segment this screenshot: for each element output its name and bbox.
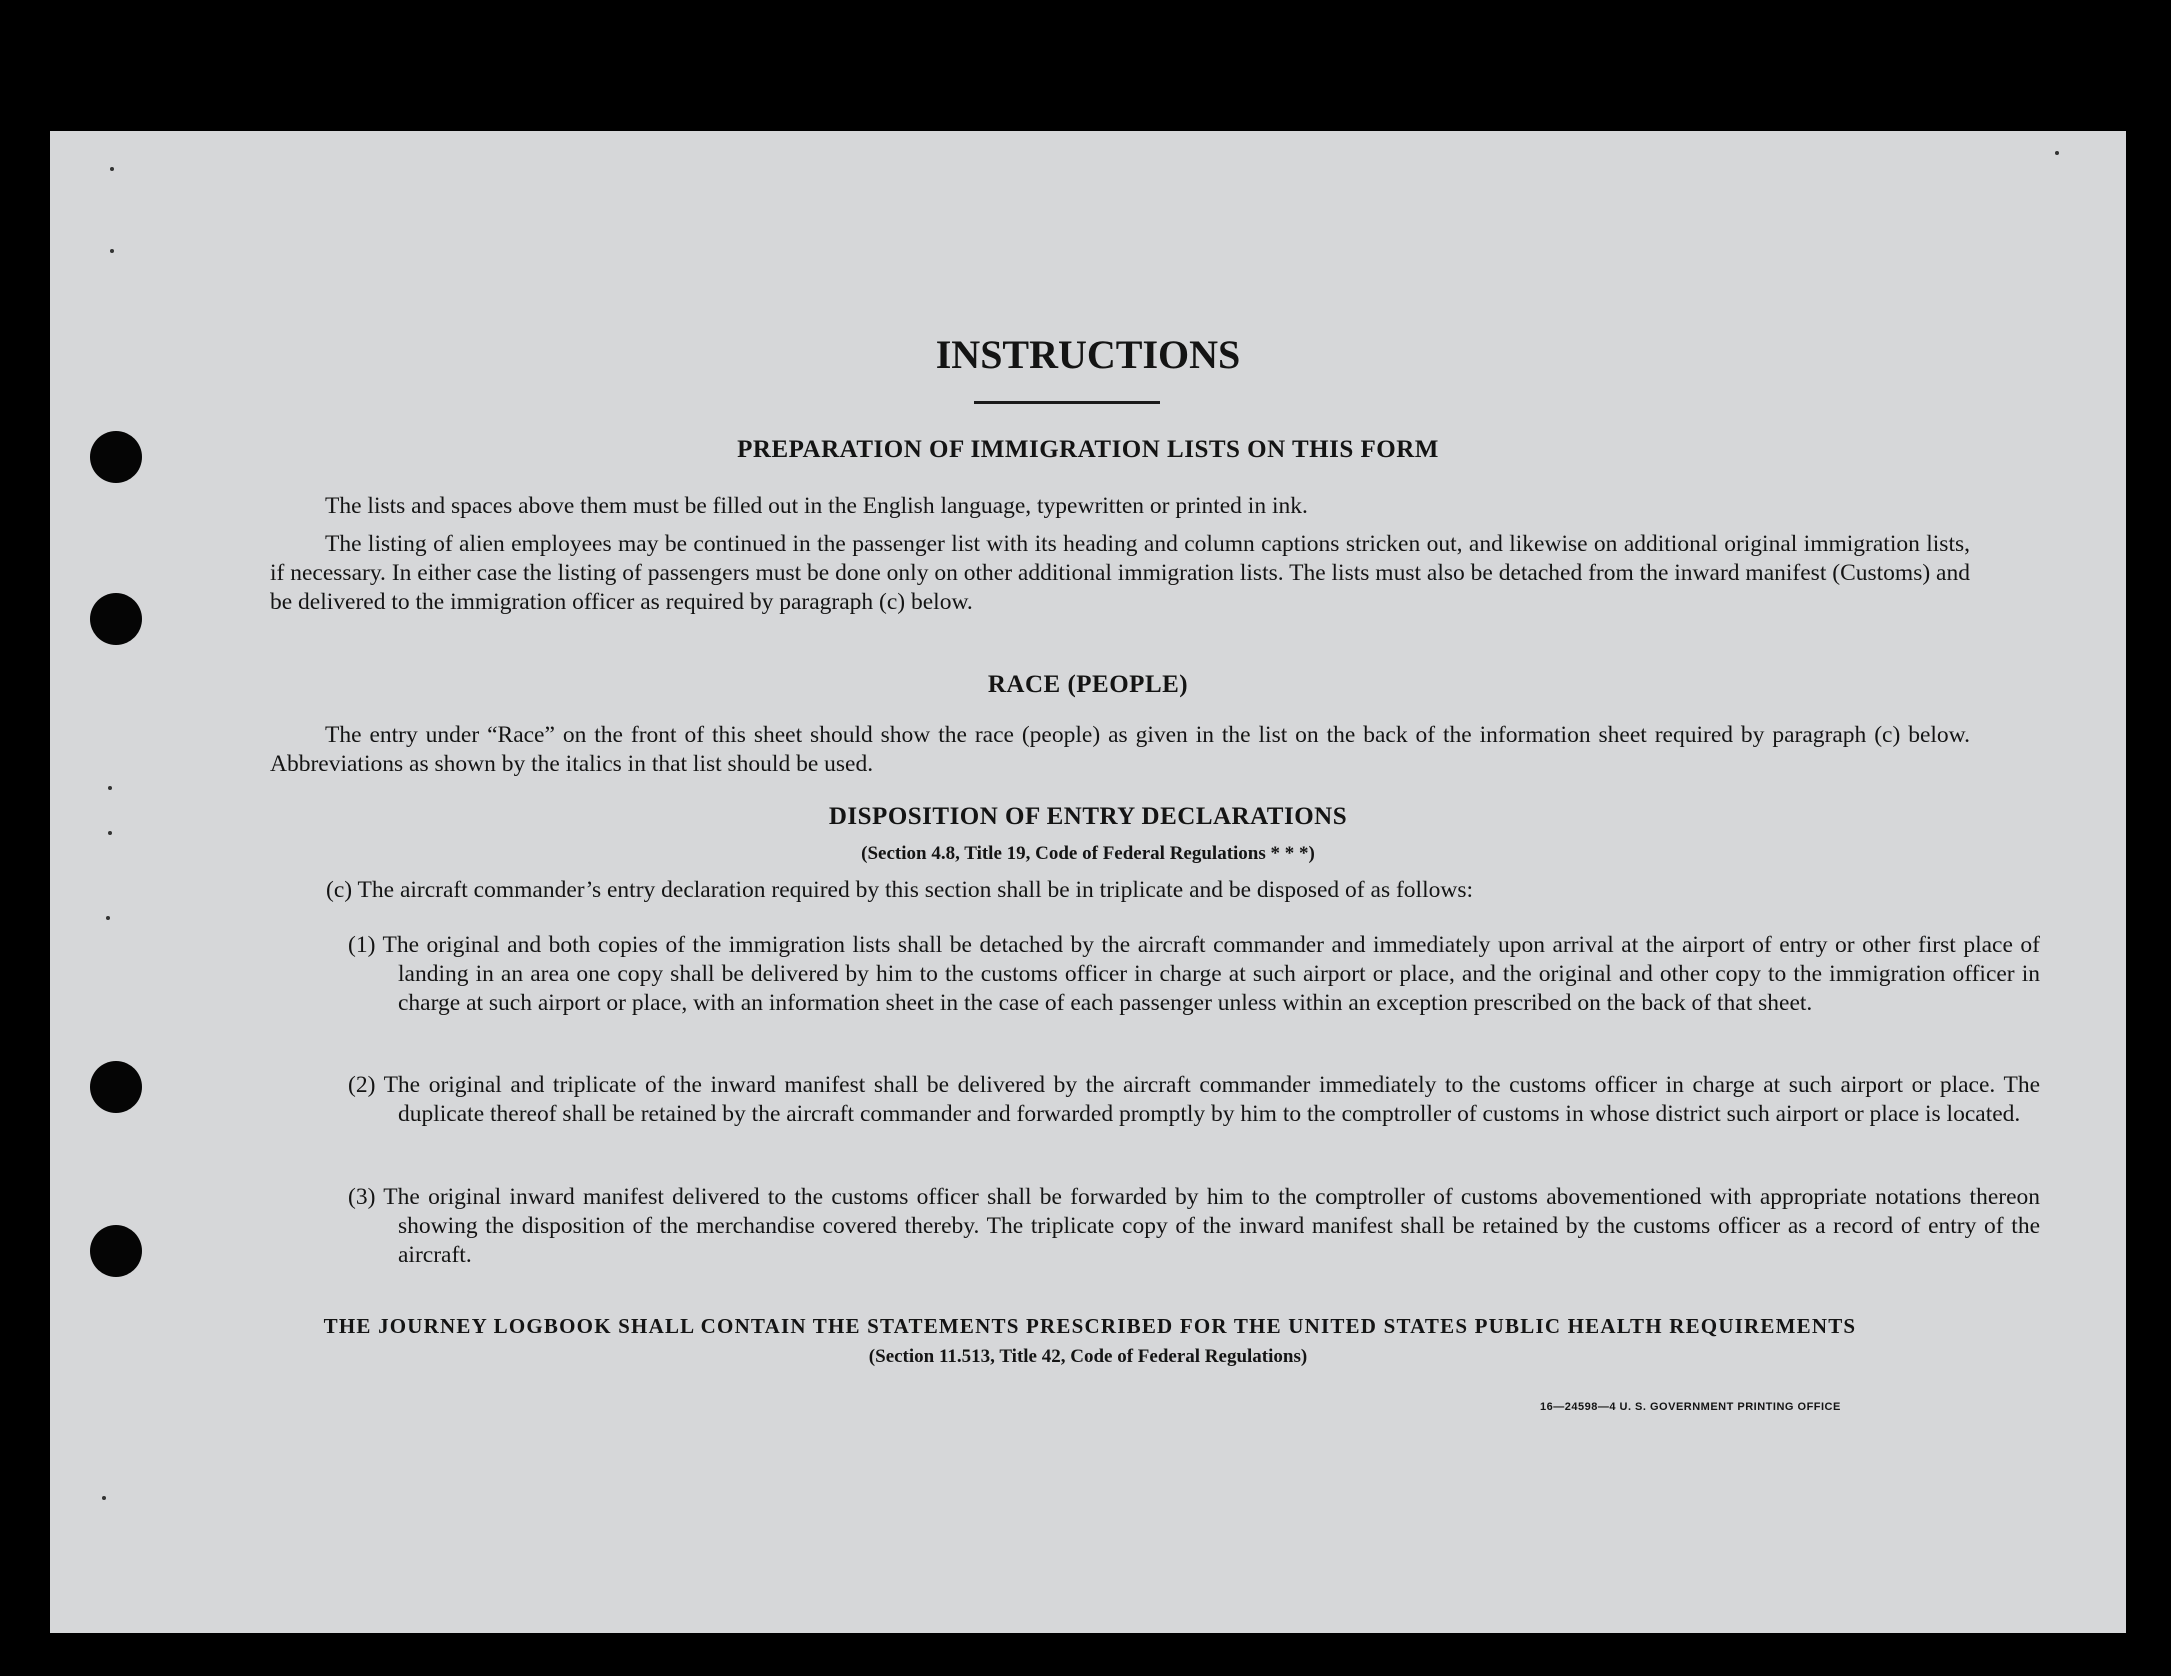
footer-health-requirements: THE JOURNEY LOGBOOK SHALL CONTAIN THE STATEMENTS PRESCRIBED FOR THE UNITED STATES PUBLIC HEALTH REQUIREMENTS: [323, 1314, 1857, 1338]
paragraph-text: The lists and spaces above them must be filled out in the English language, typewritten or printed in ink.: [325, 493, 1308, 519]
paragraph-language: [270, 492, 1970, 521]
section-subheading-regulation: (Section 4.8, Title 19, Code of Federal Regulations * * *): [861, 843, 1315, 864]
footer-regulation: (Section 11.513, Title 42, Code of Federal Regulations): [868, 1346, 1308, 1367]
section-heading-race: RACE (PEOPLE): [987, 671, 1189, 698]
paragraph-intro-c: [326, 876, 1966, 905]
item-number: (3): [348, 1184, 376, 1210]
speck: [2055, 151, 2059, 155]
page-title: INSTRUCTIONS: [935, 332, 1241, 377]
list-item: [324, 931, 2040, 1018]
speck: [106, 916, 110, 920]
speck: [110, 167, 114, 171]
list-item: [324, 1183, 2040, 1270]
paragraph-text: (c) The aircraft commander’s entry declaration required by this section shall be in triplicate and be disposed of as follows:: [326, 877, 1473, 903]
item-number: (2): [348, 1072, 376, 1098]
item-text: The original and both copies of the immigration lists shall be detached by the aircraft commander and immediately upon arrival at the airport of entry or other first place of landing in an area one copy shall be delivered by him to the customs officer in charge at such airport or place, and the original and other copy to the immigration officer in charge at such airport or place, with an information sheet in the case of each passenger unless within an exception prescribed on the back of that sheet.: [382, 932, 2040, 1016]
paragraph-alien-employees: [270, 530, 1970, 617]
section-heading-disposition: DISPOSITION OF ENTRY DECLARATIONS: [828, 803, 1348, 830]
paragraph-text: The entry under “Race” on the front of this sheet should show the race (people) as given in the list on the back of the information sheet required by paragraph (c) below. Abbreviations as shown by the italics in that list should be used.: [270, 722, 1970, 777]
binder-hole: [90, 1225, 142, 1277]
paragraph-text: The listing of alien employees may be continued in the passenger list with its heading and column captions stricken out, and likewise on additional original immigration lists, if necessary. In either case the listing of passengers must be done only on other additional immigration lists. The lists must also be detached from the inward manifest (Customs) and be delivered to the immigration officer as required by paragraph (c) below.: [270, 531, 1970, 615]
section-heading-preparation: PREPARATION OF IMMIGRATION LISTS ON THIS FORM: [737, 436, 1439, 463]
speck: [102, 1496, 106, 1500]
document-sheet: [50, 131, 2126, 1633]
item-text: The original inward manifest delivered to the customs officer shall be forwarded by him to the comptroller of customs abovementioned with appropriate notations thereon showing the disposition of the merchandise covered thereby. The triplicate copy of the inward manifest shall be retained by the customs officer as a record of entry of the aircraft.: [383, 1184, 2041, 1268]
title-underline: [974, 401, 1160, 404]
speck: [110, 249, 114, 253]
speck: [108, 786, 112, 790]
printer-imprint: 16—24598—4 U. S. GOVERNMENT PRINTING OFFICE: [1540, 1401, 1841, 1413]
binder-hole: [90, 593, 142, 645]
item-number: (1): [348, 932, 376, 958]
item-text: The original and triplicate of the inward manifest shall be delivered by the aircraft commander immediately to the customs officer in charge at such airport or place. The duplicate thereof shall be retained by the aircraft commander and forwarded promptly by him to the comptroller of customs in whose district such airport or place is located.: [383, 1072, 2040, 1127]
speck: [108, 831, 112, 835]
binder-hole: [90, 1061, 142, 1113]
list-item: [324, 1071, 2040, 1129]
paragraph-race: [270, 721, 1970, 779]
